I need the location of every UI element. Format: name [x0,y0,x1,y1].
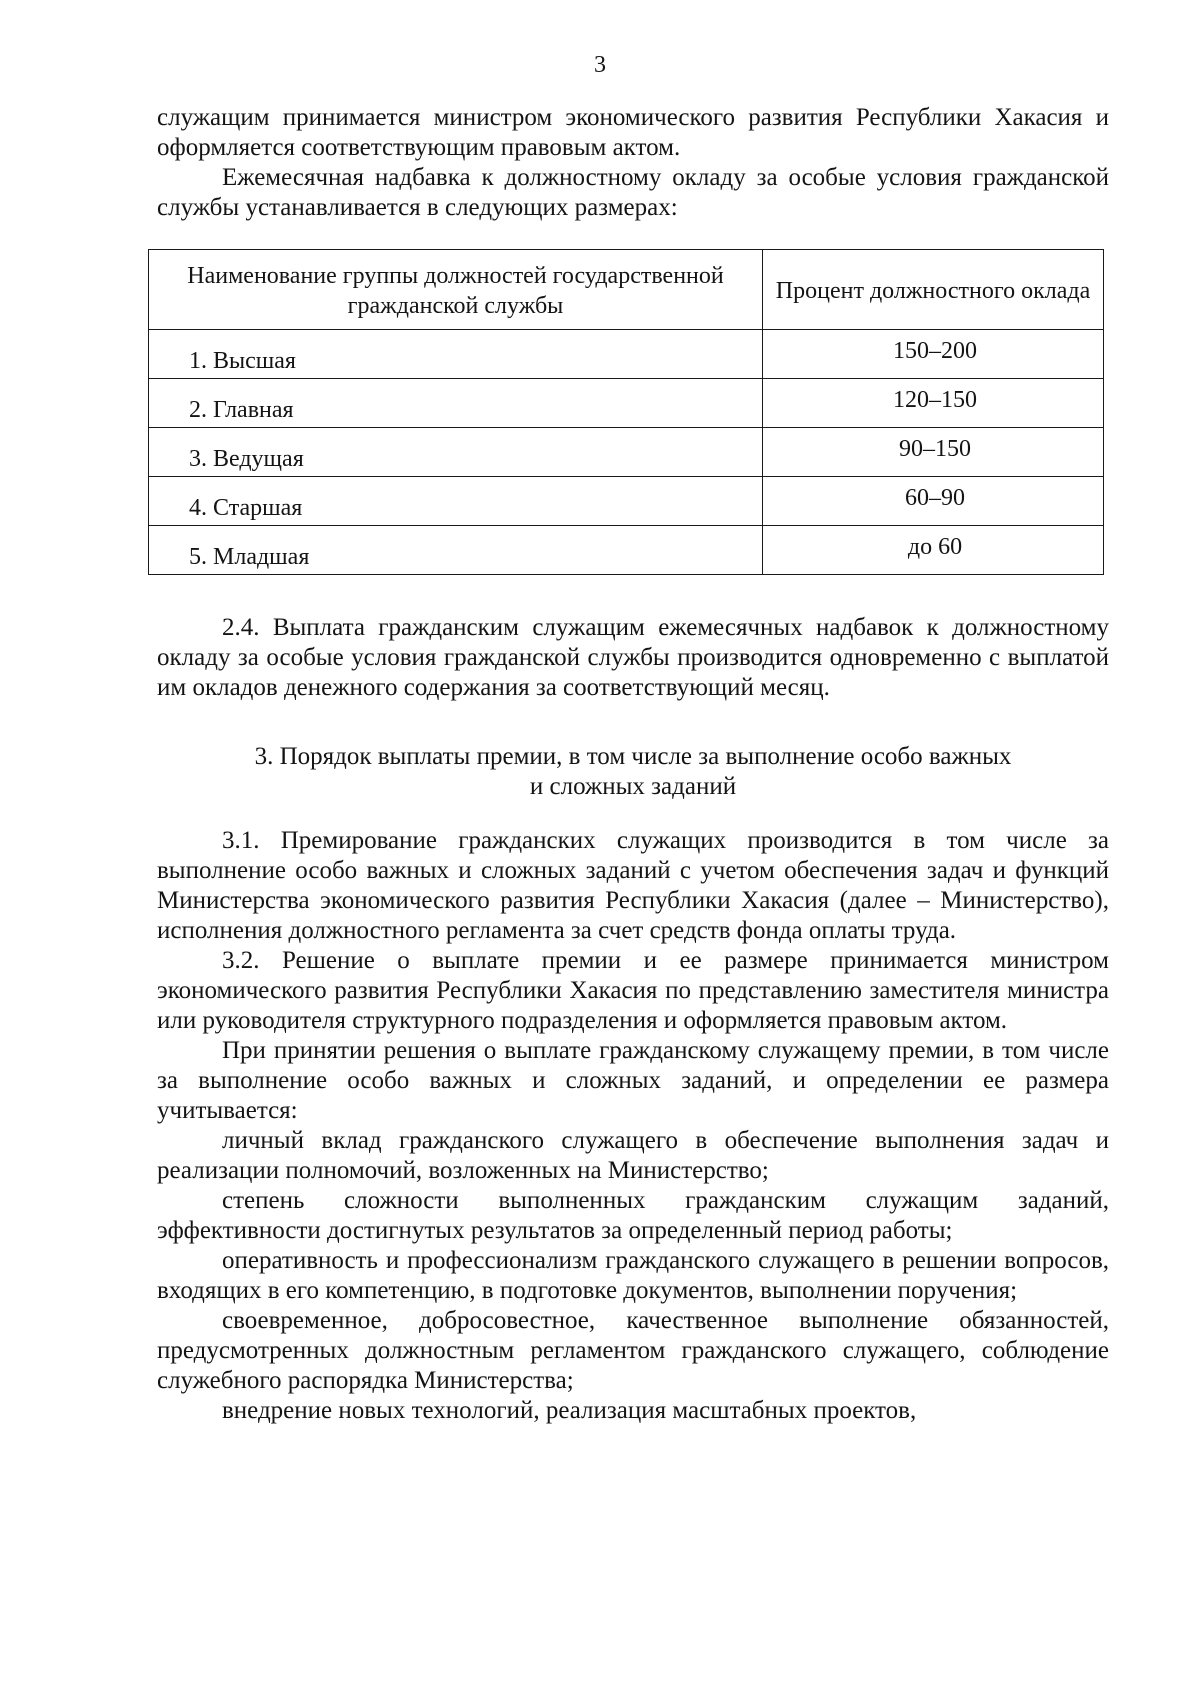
allowance-table [148,249,1104,575]
table-cell-group: 4. Старшая [149,477,763,526]
criterion-item: оперативность и профессионализм гражданского служащего в решении вопросов, входящих в его компетенцию, в подготовке документов, выполнении поручения; [157,1247,1109,1304]
paragraph-considerations: При принятии решения о выплате гражданскому служащему премии, в том числе за выполнение особо важных и сложных заданий, и определении ее размера учитывается: [157,1037,1109,1124]
paragraph-3-1: 3.1. Премирование гражданских служащих производится в том числе за выполнение особо важных и сложных заданий с учетом обеспечения задач и функций Министерства экономического развития Республики Хакасия (далее – Министерство), исполнения должностного регламента за счет средств фонда оплаты труда. [157,827,1109,944]
table-row [149,379,1104,428]
paragraph-3-2: 3.2. Решение о выплате премии и ее размере принимается министром экономического развития Республики Хакасия по представлению заместителя министра или руководителя структурного подразделения и оформляется правовым актом. [157,947,1109,1034]
criterion-item: степень сложности выполненных гражданским служащим заданий, эффективности достигнутых результатов за определенный период работы; [157,1187,1109,1244]
table-cell-percent: 150–200 [763,330,1104,379]
table-cell-group: 5. Младшая [149,526,763,575]
spacer [157,802,1109,826]
table-header-percent: Процент должностного оклада [763,250,1104,330]
table-cell-percent: до 60 [763,526,1104,575]
page-number: 3 [594,52,606,78]
table-cell-percent: 60–90 [763,477,1104,526]
table-cell-percent: 90–150 [763,428,1104,477]
paragraph-2-4: 2.4. Выплата гражданским служащим ежемесячных надбавок к должностному окладу за особые условия гражданской службы производится одновременно с выплатой им окладов денежного содержания за соответствующий месяц. [157,614,1109,701]
page-body [157,103,1109,1426]
table-cell-group: 3. Ведущая [149,428,763,477]
table-header-group: Наименование группы должностей государственной гражданской службы [149,250,763,330]
table-cell-group: 1. Высшая [149,330,763,379]
criterion-item: своевременное, добросовестное, качественное выполнение обязанностей, предусмотренных должностным регламентом гражданского служащего, соблюдение служебного распорядка Министерства; [157,1307,1109,1394]
table-cell-group: 2. Главная [149,379,763,428]
table-row [149,526,1104,575]
section-3-title-line-1: 3. Порядок выплаты премии, в том числе за выполнение особо важных [254,743,1012,770]
section-3-title-line-2: и сложных заданий [529,773,737,800]
table-header-row [149,250,1104,330]
intro-paragraph-1: служащим принимается министром экономического развития Республики Хакасия и оформляется соответствующим правовым актом. [157,104,1109,161]
criterion-item: личный вклад гражданского служащего в обеспечение выполнения задач и реализации полномочий, возложенных на Министерство; [157,1127,1109,1184]
table-row [149,330,1104,379]
table-row [149,477,1104,526]
criterion-item: внедрение новых технологий, реализация масштабных проектов, [222,1397,917,1424]
intro-paragraph-2: Ежемесячная надбавка к должностному окладу за особые условия гражданской службы устанавливается в следующих размерах: [157,164,1109,221]
table-row [149,428,1104,477]
table-cell-percent: 120–150 [763,379,1104,428]
spacer [157,575,1109,613]
